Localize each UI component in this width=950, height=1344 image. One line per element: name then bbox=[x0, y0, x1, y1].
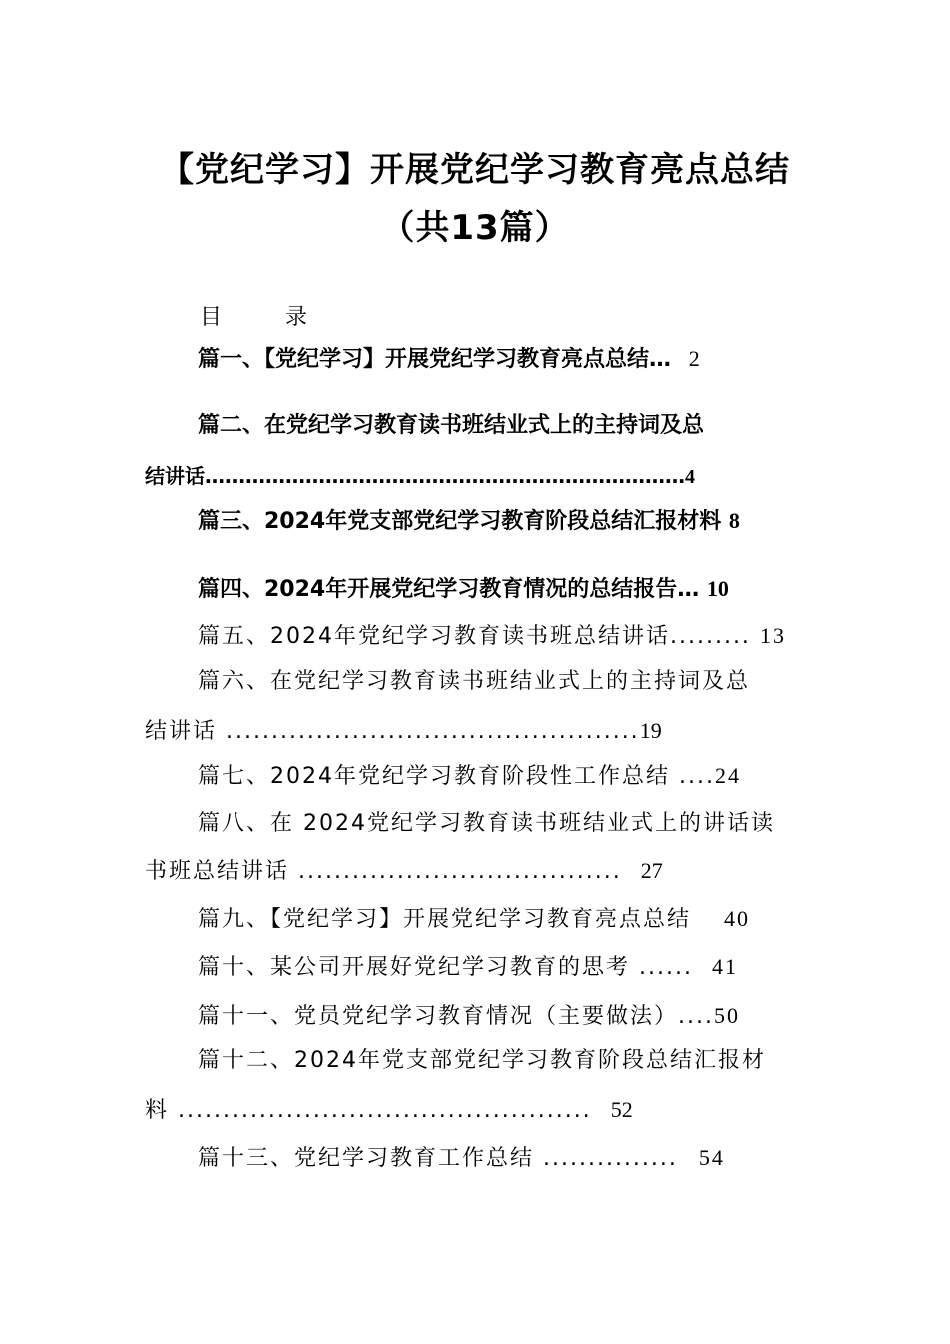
toc-entry-6-continuation[interactable] bbox=[145, 716, 662, 747]
toc-entry-page: 10 bbox=[706, 576, 729, 601]
toc-entry-page: 54 bbox=[698, 1145, 725, 1170]
toc-entry-text: 篇六、在党纪学习教育读书班结业式上的主持词及总 bbox=[198, 669, 751, 694]
toc-entry-5[interactable] bbox=[198, 621, 786, 652]
toc-entry-page: 8 bbox=[728, 508, 740, 533]
toc-entry-11[interactable] bbox=[198, 1001, 740, 1032]
toc-entry-13[interactable] bbox=[198, 1143, 725, 1174]
toc-entry-page: 2 bbox=[688, 346, 700, 371]
toc-entry-4[interactable] bbox=[198, 574, 729, 605]
toc-entry-6[interactable] bbox=[198, 667, 750, 697]
toc-entry-7[interactable] bbox=[198, 761, 741, 792]
toc-entry-page: 50 bbox=[713, 1003, 740, 1028]
toc-entry-text: 篇九、【党纪学习】开展党纪学习教育亮点总结 bbox=[198, 907, 692, 932]
toc-entry-text: 结讲话 .............................................. bbox=[145, 719, 640, 744]
toc-entry-text: 篇十三、党纪学习教育工作总结 ............... bbox=[198, 1146, 678, 1171]
toc-entry-text: 篇一、【党纪学习】开展党纪学习教育亮点总结… bbox=[198, 347, 672, 372]
toc-entry-page: 41 bbox=[711, 954, 738, 979]
toc-entry-text: 篇十、某公司开展好党纪学习教育的思考 ...... bbox=[198, 955, 693, 980]
toc-entry-text: 篇五、2024年党纪学习教育读书班总结讲话......... bbox=[198, 624, 751, 649]
toc-entry-text: 篇四、2024年开展党纪学习教育情况的总结报告… bbox=[198, 577, 700, 602]
toc-entry-text: 书班总结讲话 .................................... bbox=[145, 859, 622, 884]
toc-entry-page: 24 bbox=[714, 763, 741, 788]
toc-entry-8[interactable] bbox=[198, 809, 775, 839]
toc-entry-page: 27 bbox=[640, 858, 663, 883]
toc-entry-8-continuation[interactable] bbox=[145, 856, 663, 887]
toc-entry-3[interactable] bbox=[198, 506, 740, 537]
toc-entry-1[interactable] bbox=[198, 344, 700, 375]
toc-entry-text: 篇二、在党纪学习教育读书班结业式上的主持词及总 bbox=[198, 413, 705, 438]
document-subtitle: （共13篇） bbox=[380, 208, 570, 248]
toc-entry-text: 料 .............................................. bbox=[145, 1098, 592, 1123]
toc-entry-12-continuation[interactable] bbox=[145, 1095, 633, 1126]
toc-entry-text: 篇三、2024年党支部党纪学习教育阶段总结汇报材料 bbox=[198, 509, 722, 534]
toc-entry-2[interactable] bbox=[198, 411, 704, 441]
toc-entry-text: 篇八、在 2024党纪学习教育读书班结业式上的讲话读 bbox=[198, 811, 775, 836]
toc-entry-page: 19 bbox=[639, 718, 662, 743]
document-title: 【党纪学习】开展党纪学习教育亮点总结 bbox=[160, 150, 790, 190]
toc-entry-page: 52 bbox=[610, 1097, 633, 1122]
toc-heading: 目 录 bbox=[200, 305, 335, 330]
toc-entry-page: 40 bbox=[724, 906, 751, 931]
toc-entry-page: 13 bbox=[759, 623, 786, 648]
toc-entry-2-continuation[interactable] bbox=[145, 461, 695, 492]
toc-entry-page: 4 bbox=[685, 466, 695, 488]
toc-entry-text: 篇七、2024年党纪学习教育阶段性工作总结 .... bbox=[198, 764, 715, 789]
toc-entry-12[interactable] bbox=[198, 1046, 766, 1076]
toc-entry-10[interactable] bbox=[198, 952, 738, 983]
toc-entry-9[interactable] bbox=[198, 904, 750, 935]
toc-entry-text: 篇十二、2024年党支部党纪学习教育阶段总结汇报材 bbox=[198, 1048, 766, 1073]
toc-entry-text: 篇十一、党员党纪学习教育情况（主要做法）.... bbox=[198, 1004, 714, 1029]
toc-entry-text: 结讲话……………………………………………………………… bbox=[145, 464, 685, 488]
